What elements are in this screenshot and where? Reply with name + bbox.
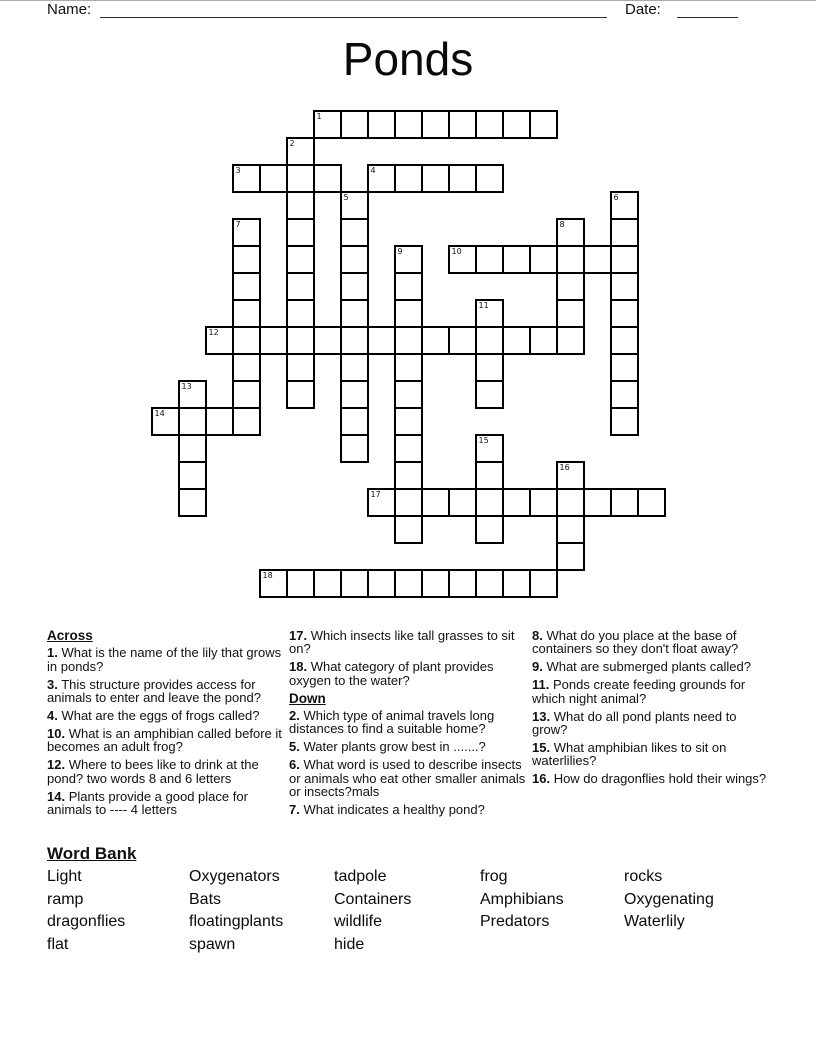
clue-number-label: 4.	[47, 708, 58, 724]
grid-cell[interactable]	[340, 407, 369, 436]
grid-cell[interactable]	[340, 272, 369, 301]
clue-18: 18. What category of plant provides oxygen to the water?	[289, 659, 494, 688]
page-title: Ponds	[342, 33, 474, 85]
grid-cell[interactable]	[394, 569, 423, 598]
clue-number-5: 5	[343, 192, 349, 202]
grid-cell[interactable]	[475, 569, 504, 598]
grid-cell[interactable]	[259, 164, 288, 193]
word-bank-word: flat	[47, 935, 69, 953]
clue-5: 5. Water plants grow best in .......?	[289, 739, 486, 755]
grid-cell[interactable]	[394, 164, 423, 193]
grid-cell[interactable]	[394, 326, 423, 355]
grid-cell[interactable]	[394, 515, 423, 544]
grid-cell[interactable]	[502, 569, 531, 598]
clue-number-2: 2	[289, 138, 295, 148]
grid-cell[interactable]	[448, 326, 477, 355]
grid-cell[interactable]	[556, 272, 585, 301]
word-bank-word: dragonflies	[47, 913, 126, 931]
grid-cell[interactable]	[178, 434, 207, 463]
word-bank-word: spawn	[189, 935, 236, 953]
clue-number-label: 15.	[532, 739, 551, 755]
grid-cell[interactable]	[475, 461, 504, 490]
clue-number-14: 14	[154, 408, 165, 418]
grid-cell[interactable]	[340, 299, 369, 328]
name-label: Name:	[47, 1, 92, 18]
grid-cell[interactable]	[475, 380, 504, 409]
grid-cell[interactable]	[475, 164, 504, 193]
grid-cell[interactable]	[421, 326, 450, 355]
grid-cell[interactable]	[502, 245, 531, 274]
grid-cell[interactable]	[205, 407, 234, 436]
word-bank-word: Bats	[189, 890, 222, 908]
grid-cell[interactable]	[286, 326, 315, 355]
grid-cell[interactable]	[367, 326, 396, 355]
grid-cell[interactable]	[556, 245, 585, 274]
grid-cell[interactable]	[394, 380, 423, 409]
clue-column-3	[532, 629, 773, 790]
grid-cell[interactable]	[286, 218, 315, 247]
clue-11: 11. Ponds create feeding grounds for which night animal?	[532, 677, 746, 706]
grid-cell[interactable]	[502, 488, 531, 517]
word-bank-column	[47, 866, 125, 956]
grid-cell[interactable]	[340, 434, 369, 463]
word-bank-word: frog	[480, 868, 508, 885]
grid-cell[interactable]	[583, 245, 612, 274]
grid-cell[interactable]	[610, 488, 639, 517]
grid-cell[interactable]	[448, 569, 477, 598]
clue-6: 6. What word is used to describe insects or animals who eat other smaller animals or insects?mals	[289, 757, 526, 800]
clue-7: 7. What indicates a healthy pond?	[289, 801, 485, 817]
word-bank-word: floatingplants	[189, 913, 284, 931]
grid-cell[interactable]	[340, 326, 369, 355]
word-bank-word: Light	[47, 868, 82, 885]
clue-number-label: 16.	[532, 771, 551, 787]
grid-cell[interactable]	[610, 353, 639, 382]
clue-16: 16. How do dragonflies hold their wings?	[532, 771, 767, 787]
grid-cell[interactable]	[475, 353, 504, 382]
grid-cell[interactable]	[232, 353, 261, 382]
clue-number-label: 2.	[289, 708, 300, 724]
grid-cell[interactable]	[367, 110, 396, 139]
clue-column-2	[289, 629, 530, 821]
clue-number-3: 3	[235, 165, 241, 175]
grid-cell[interactable]	[178, 461, 207, 490]
grid-cell[interactable]	[475, 326, 504, 355]
word-bank-word: wildlife	[334, 913, 383, 931]
grid-cell[interactable]	[286, 272, 315, 301]
grid-cell[interactable]	[529, 110, 558, 139]
grid-cell[interactable]	[340, 569, 369, 598]
grid-cell[interactable]	[421, 110, 450, 139]
grid-cell[interactable]	[394, 272, 423, 301]
grid-cell[interactable]	[502, 326, 531, 355]
grid-cell[interactable]	[610, 245, 639, 274]
clue-number-label: 13.	[532, 708, 551, 724]
grid-cell[interactable]	[286, 569, 315, 598]
clue-10: 10. What is an amphibian called before it becomes an adult frog?	[47, 725, 282, 755]
grid-cell[interactable]	[286, 380, 315, 409]
clue-13: 13. What do all pond plants need to grow?	[532, 708, 737, 737]
clue-number-11: 11	[478, 300, 489, 310]
clue-number-13: 13	[181, 381, 192, 391]
grid-cell[interactable]	[475, 488, 504, 517]
date-label: Date:	[625, 1, 661, 18]
grid-cell[interactable]	[340, 218, 369, 247]
grid-cell[interactable]	[232, 380, 261, 409]
word-bank-columns	[47, 866, 787, 966]
word-bank-word: Waterlily	[624, 913, 685, 931]
grid-cell[interactable]	[475, 110, 504, 139]
down-heading: Down	[289, 690, 326, 706]
grid-cell[interactable]	[394, 110, 423, 139]
grid-cell[interactable]	[232, 272, 261, 301]
grid-cell[interactable]	[286, 191, 315, 220]
clue-number-17: 17	[370, 489, 381, 499]
clue-number-10: 10	[451, 246, 462, 256]
grid-cell[interactable]	[637, 488, 666, 517]
clue-number-label: 3.	[47, 676, 58, 692]
grid-cell[interactable]	[340, 353, 369, 382]
clue-number-label: 10.	[47, 725, 66, 741]
clue-12: 12. Where to bees like to drink at the pond? two words 8 and 6 letters	[47, 757, 259, 786]
grid-cell[interactable]	[313, 164, 342, 193]
grid-cell[interactable]	[367, 569, 396, 598]
grid-cell[interactable]	[232, 245, 261, 274]
clue-3: 3. This structure provides access for animals to enter and leave the pond?	[47, 676, 261, 706]
clue-number-1: 1	[316, 111, 322, 121]
word-bank-word: Oxygenating	[624, 890, 714, 908]
clue-number-label: 7.	[289, 801, 300, 817]
clue-2: 2. Which type of animal travels long distances to find a suitable home?	[289, 708, 495, 737]
clue-number-label: 1.	[47, 645, 58, 661]
word-bank-word: tadpole	[334, 868, 387, 885]
clue-number-label: 12.	[47, 757, 66, 773]
crossword-grid	[151, 110, 666, 598]
clue-1: 1. What is the name of the lily that grows in ponds?	[47, 645, 282, 674]
clue-15: 15. What amphibian likes to sit on waterlilies?	[532, 739, 727, 769]
clue-number-label: 17.	[289, 628, 308, 643]
word-bank-word: ramp	[47, 890, 84, 908]
clue-number-9: 9	[397, 246, 403, 256]
grid-cell[interactable]	[259, 326, 288, 355]
word-bank-column	[334, 866, 411, 956]
grid-cell[interactable]	[556, 515, 585, 544]
clue-column-1	[47, 629, 288, 821]
grid-cell[interactable]	[556, 488, 585, 517]
clue-number-18: 18	[262, 570, 273, 580]
clue-number-label: 6.	[289, 757, 300, 773]
grid-cell[interactable]	[421, 488, 450, 517]
grid-cell[interactable]	[286, 164, 315, 193]
grid-cell[interactable]	[421, 569, 450, 598]
grid-cell[interactable]	[394, 434, 423, 463]
clue-number-7: 7	[235, 219, 241, 229]
word-bank-word: Oxygenators	[189, 868, 280, 885]
word-bank-column	[189, 866, 283, 956]
grid-cell[interactable]	[610, 218, 639, 247]
grid-cell[interactable]	[394, 299, 423, 328]
grid-cell[interactable]	[556, 299, 585, 328]
grid-cell[interactable]	[286, 353, 315, 382]
grid-cell[interactable]	[610, 380, 639, 409]
grid-cell[interactable]	[232, 299, 261, 328]
grid-cell[interactable]	[340, 245, 369, 274]
grid-cell[interactable]	[529, 326, 558, 355]
grid-cell[interactable]	[286, 245, 315, 274]
grid-cell[interactable]	[529, 488, 558, 517]
grid-cell[interactable]	[610, 272, 639, 301]
grid-cell[interactable]	[448, 488, 477, 517]
clue-number-15: 15	[478, 435, 489, 445]
grid-cell[interactable]	[286, 299, 315, 328]
grid-cell[interactable]	[394, 488, 423, 517]
word-bank-word: rocks	[624, 868, 663, 885]
word-bank-word: Amphibians	[480, 890, 564, 908]
grid-cell[interactable]	[529, 569, 558, 598]
clue-number-4: 4	[370, 165, 376, 175]
grid-cell[interactable]	[178, 488, 207, 517]
grid-cell[interactable]	[610, 407, 639, 436]
clue-number-6: 6	[613, 192, 619, 202]
grid-cell[interactable]	[394, 407, 423, 436]
grid-cell[interactable]	[394, 353, 423, 382]
grid-cell[interactable]	[340, 380, 369, 409]
clue-number-label: 8.	[532, 628, 543, 643]
grid-cell[interactable]	[610, 326, 639, 355]
grid-cell[interactable]	[232, 326, 261, 355]
clue-14: 14. Plants provide a good place for animals to ---- 4 letters	[47, 788, 248, 817]
grid-cell[interactable]	[529, 245, 558, 274]
word-bank-word: hide	[334, 935, 365, 953]
grid-cell[interactable]	[421, 164, 450, 193]
grid-cell[interactable]	[556, 542, 585, 571]
grid-cell[interactable]	[556, 326, 585, 355]
grid-cell[interactable]	[610, 299, 639, 328]
clue-17: 17. Which insects like tall grasses to sit on?	[289, 628, 515, 657]
word-bank-word: Predators	[480, 913, 550, 931]
clue-number-label: 11.	[532, 677, 550, 693]
clue-number-label: 14.	[47, 788, 66, 804]
grid-cell[interactable]	[340, 110, 369, 139]
clue-number-16: 16	[559, 462, 570, 472]
grid-cell[interactable]	[475, 245, 504, 274]
word-bank-heading: Word Bank	[47, 844, 137, 863]
clue-number-label: 5.	[289, 739, 300, 755]
grid-cell[interactable]	[475, 515, 504, 544]
clue-4: 4. What are the eggs of frogs called?	[47, 708, 260, 724]
word-bank-column	[480, 866, 564, 934]
grid-cell[interactable]	[448, 164, 477, 193]
date-fill-line[interactable]	[677, 0, 738, 18]
clue-8: 8. What do you place at the base of containers so they don't float away?	[532, 628, 739, 657]
grid-cell[interactable]	[313, 326, 342, 355]
clue-number-label: 9.	[532, 659, 543, 675]
clue-number-12: 12	[208, 327, 219, 337]
across-heading: Across	[47, 628, 93, 643]
grid-cell[interactable]	[178, 407, 207, 436]
clue-number-label: 18.	[289, 659, 308, 675]
name-fill-line[interactable]	[100, 0, 607, 18]
word-bank-column	[624, 866, 714, 934]
grid-cell[interactable]	[502, 110, 531, 139]
grid-cell[interactable]	[232, 407, 261, 436]
grid-cell[interactable]	[394, 461, 423, 490]
clue-9: 9. What are submerged plants called?	[532, 659, 751, 675]
word-bank-word: Containers	[334, 890, 412, 908]
clue-number-8: 8	[559, 219, 565, 229]
grid-cell[interactable]	[313, 569, 342, 598]
grid-cell[interactable]	[448, 110, 477, 139]
grid-cell[interactable]	[583, 488, 612, 517]
